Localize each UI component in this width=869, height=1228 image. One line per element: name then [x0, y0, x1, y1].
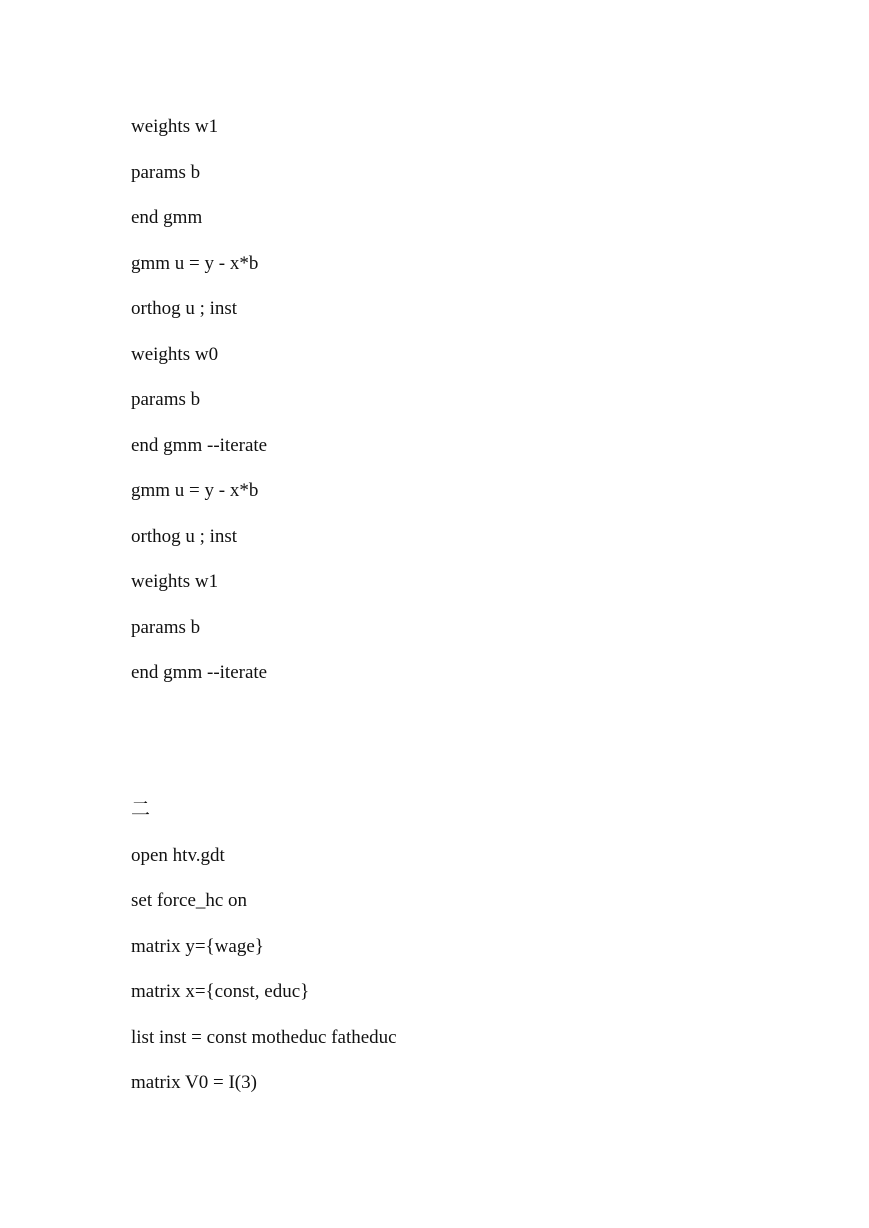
code-line: orthog u ; inst	[131, 298, 238, 319]
code-line: matrix x={const, educ}	[131, 981, 310, 1002]
code-line: weights w1	[131, 571, 219, 592]
code-line: weights w0	[131, 343, 219, 365]
code-line: list inst = const motheduc fatheduc	[131, 1026, 397, 1048]
code-line: params b	[131, 616, 201, 638]
code-line: end gmm --iterate	[131, 434, 268, 456]
code-line: end gmm	[131, 207, 203, 228]
code-line: gmm u = y - x*b	[131, 480, 259, 501]
code-block-section-two	[131, 796, 397, 1115]
code-line: open htv.gdt	[131, 844, 225, 866]
code-line: matrix y={wage}	[131, 935, 264, 957]
code-block-gmm-iterate	[131, 113, 267, 705]
code-line: set force_hc on	[131, 890, 248, 911]
section-heading: 二	[131, 799, 151, 820]
code-line: params b	[131, 161, 201, 183]
code-line: orthog u ; inst	[131, 525, 238, 547]
code-line: matrix V0 = I(3)	[131, 1072, 257, 1093]
code-line: params b	[131, 389, 201, 410]
code-line: end gmm --iterate	[131, 662, 268, 683]
code-line: weights w1	[131, 116, 219, 137]
code-line: gmm u = y - x*b	[131, 252, 259, 274]
